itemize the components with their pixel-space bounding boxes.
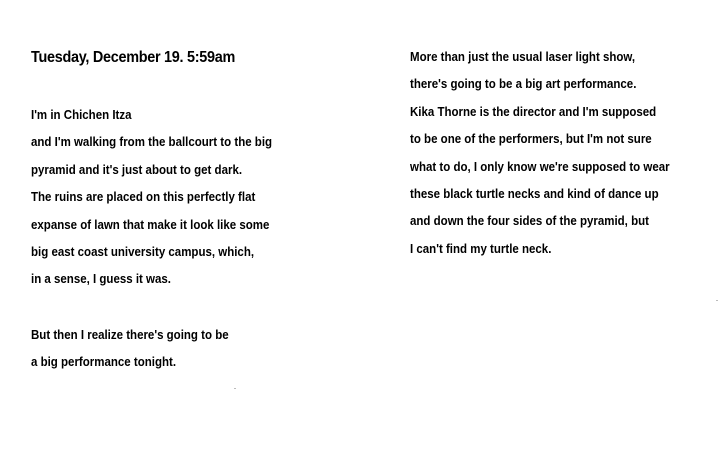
text-line: and I'm walking from the ballcourt to the big xyxy=(31,135,273,150)
text-line: expanse of lawn that make it look like some xyxy=(31,217,270,232)
text-line: these black turtle necks and kind of dance up xyxy=(410,187,659,202)
left-paragraph-1 xyxy=(31,102,272,294)
left-paragraph-2 xyxy=(31,322,229,377)
text-line: The ruins are placed on this perfectly flat xyxy=(31,190,256,205)
text-line: and down the four sides of the pyramid, but xyxy=(410,214,649,229)
text-line: I'm in Chichen Itza xyxy=(31,108,132,122)
text-line: But then I realize there's going to be xyxy=(31,328,229,342)
text-line: a big performance tonight. xyxy=(31,355,177,370)
text-line: in a sense, I guess it was. xyxy=(31,272,171,287)
text-line: pyramid and it's just about to get dark. xyxy=(31,162,243,177)
entry-heading: Tuesday, December 19. 5:59am xyxy=(31,49,235,66)
text-line: to be one of the performers, but I'm not sure xyxy=(410,132,652,147)
text-line: big east coast university campus, which, xyxy=(31,245,255,260)
scan-speck xyxy=(234,388,236,389)
text-line: what to do, I only know we're supposed to wear xyxy=(410,159,670,174)
text-line: I can't find my turtle neck. xyxy=(410,241,552,256)
text-line: there's going to be a big art performance. xyxy=(410,77,637,92)
scan-speck xyxy=(716,300,718,301)
text-line: More than just the usual laser light show, xyxy=(410,50,636,64)
right-paragraph-1 xyxy=(410,44,670,263)
text-line: Kika Thorne is the director and I'm supposed xyxy=(410,104,657,119)
